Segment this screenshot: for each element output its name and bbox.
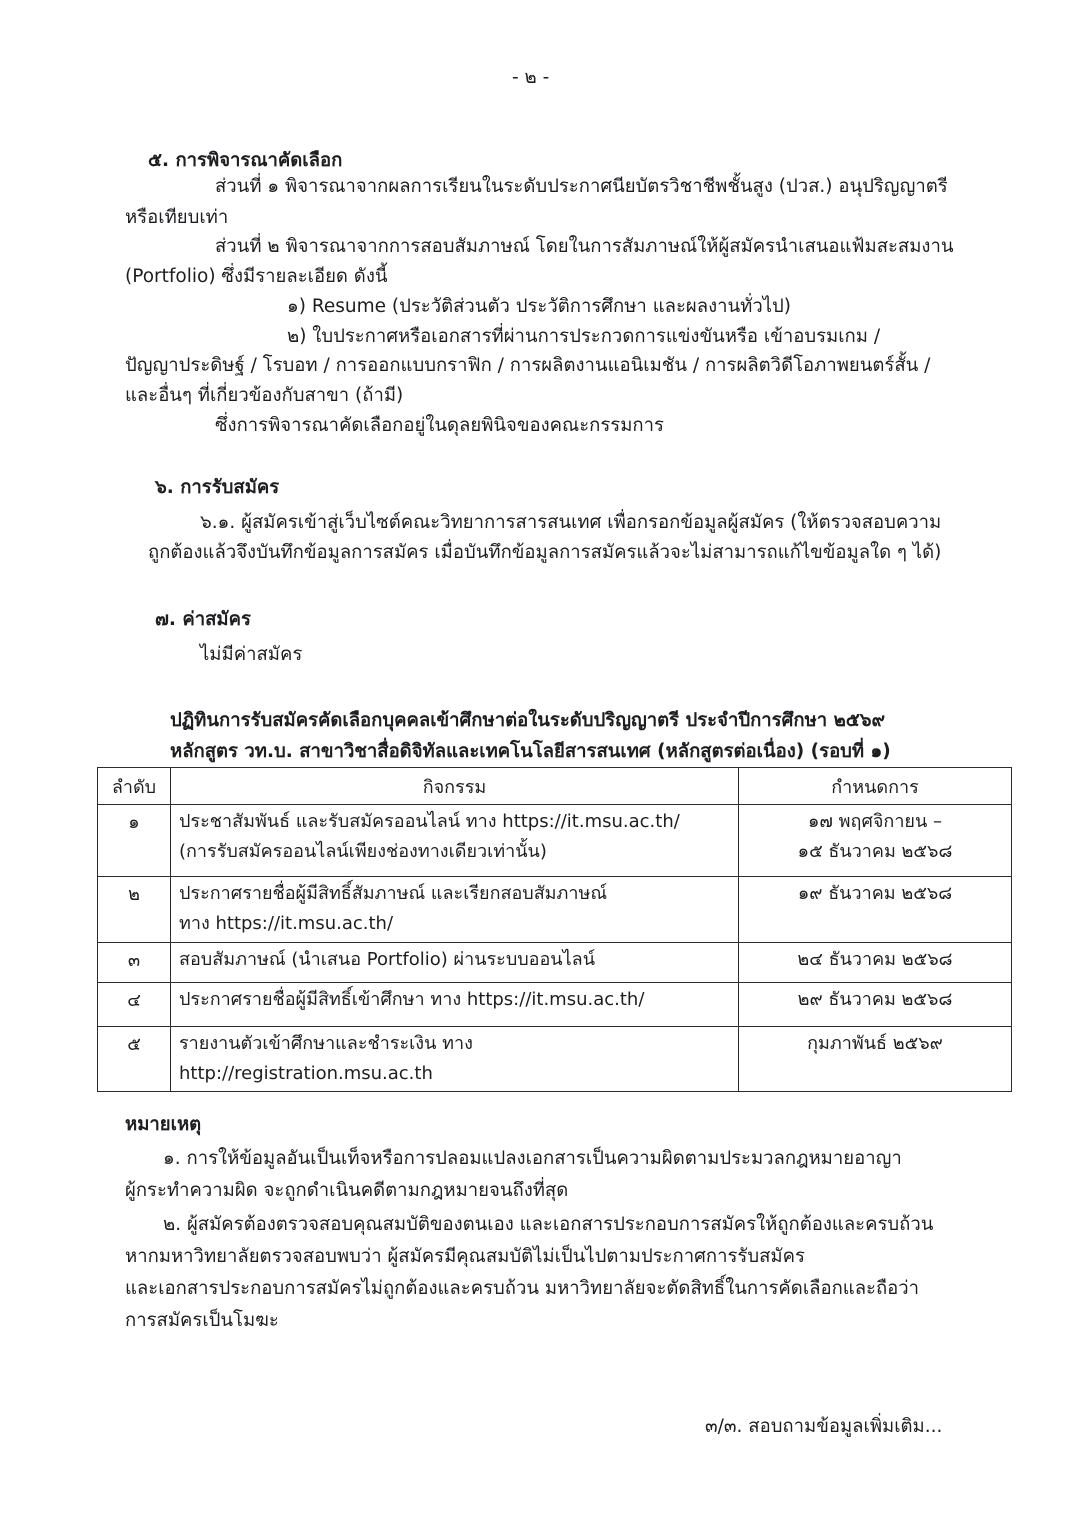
remark1-line2: ผู้กระทำความผิด จะถูกดำเนินคดีตามกฎหมายจนถึงที่สุด bbox=[125, 1180, 569, 1201]
header-no: ลำดับ bbox=[98, 768, 171, 805]
section5-part2-line1: ส่วนที่ ๒ พิจารณาจากการสอบสัมภาษณ์ โดยในการสัมภาษณ์ให้ผู้สมัครนำเสนอแฟ้มสะสมงาน bbox=[215, 236, 954, 257]
schedule-table bbox=[97, 767, 1012, 1092]
remark2-line4: การสมัครเป็นโมฆะ bbox=[125, 1310, 279, 1331]
section6-heading: ๖. การรับสมัคร bbox=[155, 477, 280, 498]
remarks-heading: หมายเหตุ bbox=[125, 1114, 202, 1135]
activity-line: (การรับสมัครออนไลน์เพียงช่องทางเดียวเท่านั้น) bbox=[179, 841, 547, 862]
section5-closing: ซึ่งการพิจารณาคัดเลือกอยู่ในดุลยพินิจของคณะกรรมการ bbox=[215, 415, 664, 436]
section5-part1-line2: หรือเทียบเท่า bbox=[125, 207, 229, 228]
schedule-line: กุมภาพันธ์ ๒๕๖๙ bbox=[807, 1033, 943, 1054]
row-activity bbox=[171, 805, 739, 877]
row-activity bbox=[171, 943, 739, 983]
row-schedule bbox=[739, 983, 1012, 1027]
table-row bbox=[98, 877, 1012, 943]
row-activity bbox=[171, 877, 739, 943]
row-no: ๕ bbox=[98, 1027, 171, 1092]
row-schedule bbox=[739, 943, 1012, 983]
section7-heading: ๗. ค่าสมัคร bbox=[155, 609, 251, 630]
row-activity bbox=[171, 983, 739, 1027]
remark2-line3: และเอกสารประกอบการสมัครไม่ถูกต้องและครบถ้วน มหาวิทยาลัยจะตัดสิทธิ์ในการคัดเลือกและถือว่า bbox=[125, 1278, 920, 1299]
row-no: ๔ bbox=[98, 983, 171, 1027]
calendar-title-line2: หลักสูตร วท.บ. สาขาวิชาสื่อดิจิทัลและเทคโนโลยีสารสนเทศ (หลักสูตรต่อเนื่อง) (รอบที่ ๑) bbox=[170, 741, 891, 762]
activity-line: ประกาศรายชื่อผู้มีสิทธิ์สัมภาษณ์ และเรียกสอบสัมภาษณ์ bbox=[179, 883, 608, 904]
section5-heading: ๕. การพิจารณาคัดเลือก bbox=[148, 150, 343, 171]
row-no: ๒ bbox=[98, 877, 171, 943]
page-number: - ๒ - bbox=[512, 67, 550, 88]
row-no: ๓ bbox=[98, 943, 171, 983]
section6-line2: ถูกต้องแล้วจึงบันทึกข้อมูลการสมัคร เมื่อบันทึกข้อมูลการสมัครแล้วจะไม่สามารถแก้ไขข้อมูลใด ๆ ได้) bbox=[148, 542, 942, 563]
row-no: ๑ bbox=[98, 805, 171, 877]
footer-continuation: ๓/๓. สอบถามข้อมูลเพิ่มเติม... bbox=[705, 1416, 943, 1437]
table-row bbox=[98, 983, 1012, 1027]
schedule-line: ๑๗ พฤศจิกายน – bbox=[808, 811, 942, 832]
schedule-line: ๑๕ ธันวาคม ๒๕๖๘ bbox=[797, 841, 953, 862]
section5-item2-line1: ๒) ใบประกาศหรือเอกสารที่ผ่านการประกวดการแข่งขันหรือ เข้าอบรมเกม / bbox=[287, 326, 881, 347]
row-schedule bbox=[739, 1027, 1012, 1092]
schedule-line: ๒๙ ธันวาคม ๒๕๖๘ bbox=[797, 989, 953, 1010]
section5-item1: ๑) Resume (ประวัติส่วนตัว ประวัติการศึกษา และผลงานทั่วไป) bbox=[287, 296, 791, 317]
schedule-line: ๑๙ ธันวาคม ๒๕๖๘ bbox=[797, 883, 953, 904]
header-activity: กิจกรรม bbox=[171, 768, 739, 805]
table-row bbox=[98, 1027, 1012, 1092]
activity-line: ทาง https://it.msu.ac.th/ bbox=[179, 913, 394, 934]
remark2-line1: ๒. ผู้สมัครต้องตรวจสอบคุณสมบัติของตนเอง และเอกสารประกอบการสมัครให้ถูกต้องและครบถ้วน bbox=[163, 1214, 934, 1235]
activity-line: ประชาสัมพันธ์ และรับสมัครออนไลน์ ทาง https://it.msu.ac.th/ bbox=[179, 811, 680, 832]
section5-item2-line3: และอื่นๆ ที่เกี่ยวข้องกับสาขา (ถ้ามี) bbox=[125, 385, 404, 406]
activity-line: สอบสัมภาษณ์ (นำเสนอ Portfolio) ผ่านระบบออนไลน์ bbox=[179, 949, 595, 970]
schedule-line: ๒๔ ธันวาคม ๒๕๖๘ bbox=[797, 949, 953, 970]
row-schedule bbox=[739, 877, 1012, 943]
section6-line1: ๖.๑. ผู้สมัครเข้าสู่เว็บไซต์คณะวิทยาการสารสนเทศ เพื่อกรอกข้อมูลผู้สมัคร (ให้ตรวจสอบความ bbox=[200, 512, 942, 533]
header-schedule: กำหนดการ bbox=[739, 768, 1012, 805]
section5-part2-line2: (Portfolio) ซึ่งมีรายละเอียด ดังนี้ bbox=[125, 266, 388, 287]
remark1-line1: ๑. การให้ข้อมูลอันเป็นเท็จหรือการปลอมแปลงเอกสารเป็นความผิดตามประมวลกฎหมายอาญา bbox=[163, 1148, 902, 1169]
table-row bbox=[98, 943, 1012, 983]
row-schedule bbox=[739, 805, 1012, 877]
section7-text: ไม่มีค่าสมัคร bbox=[200, 644, 303, 665]
section5-part1-line1: ส่วนที่ ๑ พิจารณาจากผลการเรียนในระดับประกาศนียบัตรวิชาชีพชั้นสูง (ปวส.) อนุปริญญาตรี bbox=[215, 176, 948, 197]
table-row bbox=[98, 805, 1012, 877]
row-activity bbox=[171, 1027, 739, 1092]
activity-line: รายงานตัวเข้าศึกษาและชำระเงิน ทาง http://registration.msu.ac.th bbox=[179, 1033, 473, 1084]
section5-item2-line2: ปัญญาประดิษฐ์ / โรบอท / การออกแบบกราฟิก / การผลิตงานแอนิเมชัน / การผลิตวิดีโอภาพยนตร์สั้น / bbox=[125, 355, 931, 376]
table-header-row bbox=[98, 768, 1012, 805]
calendar-title-line1: ปฏิทินการรับสมัครคัดเลือกบุคคลเข้าศึกษาต่อในระดับปริญญาตรี ประจำปีการศึกษา ๒๕๖๙ bbox=[170, 710, 886, 731]
remark2-line2: หากมหาวิทยาลัยตรวจสอบพบว่า ผู้สมัครมีคุณสมบัติไม่เป็นไปตามประกาศการรับสมัคร bbox=[125, 1246, 805, 1267]
activity-line: ประกาศรายชื่อผู้มีสิทธิ์เข้าศึกษา ทาง https://it.msu.ac.th/ bbox=[179, 989, 645, 1010]
